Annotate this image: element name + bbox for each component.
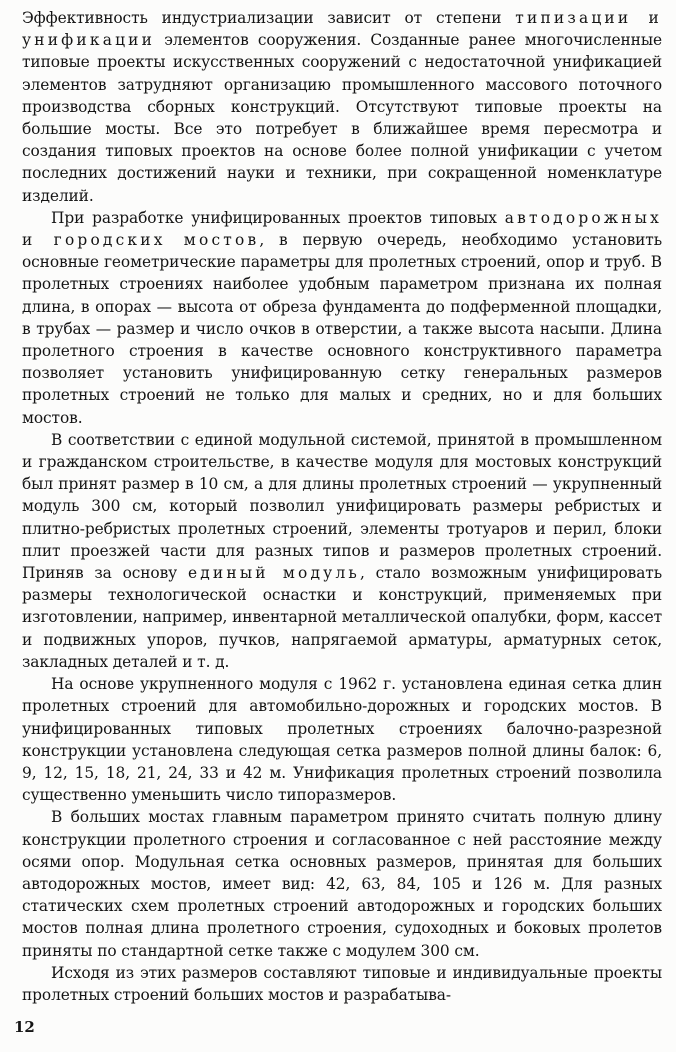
body-text [22, 7, 662, 1006]
text-run: Эффективность индустриализации зависит от степени [22, 9, 516, 27]
text-run: В больших мостах главным параметром принято считать полную длину конструкции пролетного строения и согласованное с ней расстояние между осями опор. Модульная сетка основных размеров, принятая для больших автодорожных мостов, имеет вид: 42, 63, 84, 105 и 126 м. Для разных статических схем пролетных строений автодорожных и городских больших мостов полная длина пролетного строения, судоходных и боковых пролетов приняты по стандартной сетке также с модулем 300 см. [22, 808, 662, 960]
page-number: 12 [14, 1018, 35, 1036]
paragraph [22, 7, 662, 207]
text-run: При разработке унифицированных проектов типовых [51, 208, 505, 227]
paragraph [22, 962, 662, 1006]
paragraph [22, 806, 662, 961]
text-run: Исходя из этих размеров составляют типовые и индивидуальные проекты пролетных строений больших мостов и разрабатыва- [22, 963, 662, 1004]
spaced-emphasis: единый модуль [187, 564, 360, 583]
spaced-emphasis: типизации и унификации [22, 9, 662, 50]
paragraph [22, 673, 662, 806]
spaced-emphasis: автодорожных и городских мостов [22, 208, 662, 250]
paragraph [22, 207, 662, 429]
text-run: В соответствии с единой модульной системой, принятой в промышленном и гражданском строительстве, в качестве модуля для мостовых конструкций был принят размер в 10 см, а для длины пролетных строений — укрупненный модуль 300 см, который позволил унифицировать размеры ребристых и плитно-ребристых пролетных строений, элементы тротуаров и перил, блоки плит проезжей части для разных типов и размеров пролетных строений. Приняв за основу [22, 430, 662, 583]
text-run: , стало возможным унифицировать размеры технологической оснастки и конструкций, применяемых при изготовлении, например, инвентарной металлической опалубки, форм, кассет и подвижных упоров, пучков, напрягаемой арматуры, арматурных сеток, закладных деталей и т. д. [22, 564, 662, 671]
text-run: элементов сооружения. Созданные ранее многочисленные типовые проекты искусственных сооружений с недостаточной унификацией элементов затрудняют организацию промышленного массового поточного производства сборных конструкций. Отсутствуют типовые проекты на большие мосты. Все это потребует в ближайшее время пересмотра и создания типовых проектов на основе более полной унификации с учетом последних достижений науки и техники, при сокращенной номенклатуре изделий. [22, 31, 662, 205]
text-run: На основе укрупненного модуля с 1962 г. установлена единая сетка длин пролетных строений для автомобильно-дорожных и городских мостов. В унифицированных типовых пролетных строениях балочно-разрезной конструкции установлена следующая сетка размеров полной длины балок: 6, 9, 12, 15, 18, 21, 24, 33 и 42 м. Унификация пролетных строений позволила существенно уменьшить число типоразмеров. [22, 675, 662, 805]
text-run: , в первую очередь, необходимо установить основные геометрические параметры для пролетных строений, опор и труб. В пролетных строениях наиболее удобным параметром признана их полная длина, в опорах — высота от обреза фундамента до подферменной площадки, в трубах — размер и число очков в отверстии, а также высота насыпи. Длина пролетного строения в качестве основного конструктивного параметра позволяет установить унифицированную сетку генеральных размеров пролетных строений не только для малых и средних, но и для больших мостов. [22, 231, 662, 427]
paragraph [22, 429, 662, 673]
